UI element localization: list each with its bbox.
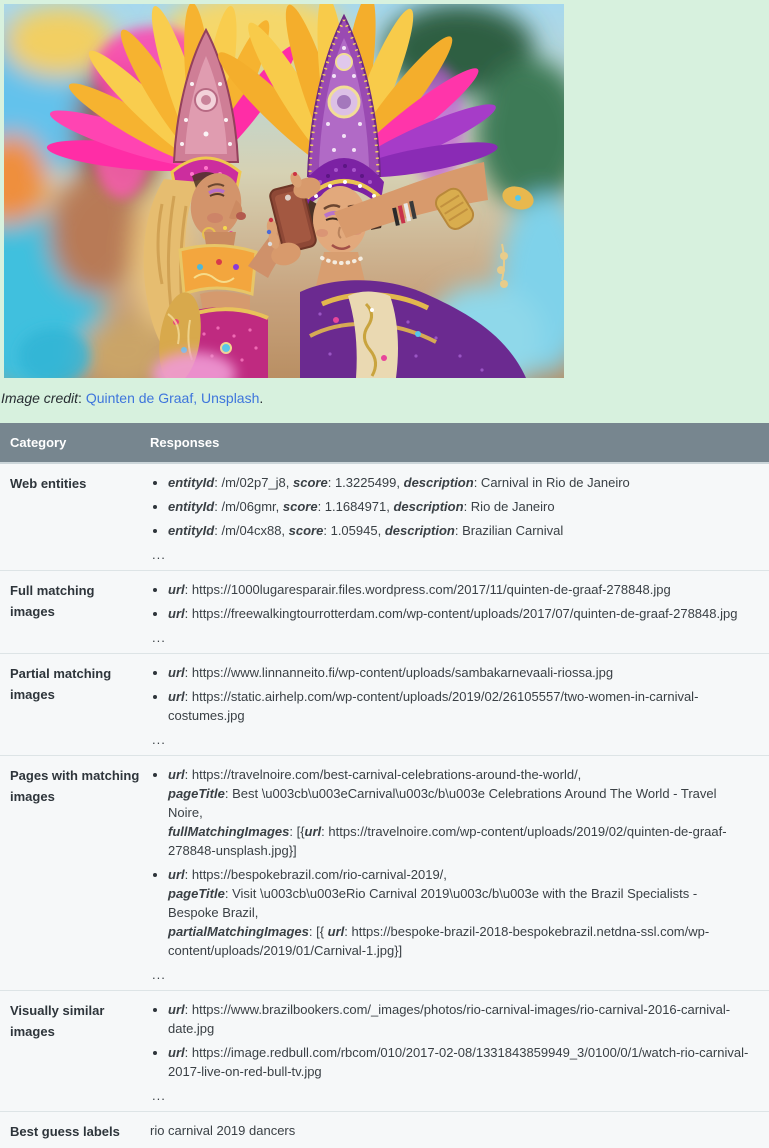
responses-column-header: Responses	[150, 423, 769, 463]
field-value: : https://static.airhelp.com/wp-content/uploads/2019/02/26105557/two-women-in-carnival-costumes.jpg	[168, 689, 698, 723]
field-value: : https://www.brazilbookers.com/_images/photos/rio-carnival-images/rio-carnival-2016-carnival-date.jpg	[168, 1002, 730, 1036]
field-key: url	[328, 924, 345, 939]
hero-figure	[4, 4, 769, 378]
field-key: fullMatchingImages	[168, 824, 289, 839]
field-value: : 1.05945,	[323, 523, 384, 538]
response-list	[150, 765, 751, 960]
carnival-dancers-illustration	[4, 4, 564, 378]
field-key: entityId	[168, 475, 214, 490]
field-key: pageTitle	[168, 886, 225, 901]
response-list	[150, 663, 751, 725]
response-item	[168, 580, 751, 599]
field-key: url	[305, 824, 322, 839]
image-credit-link[interactable]: Quinten de Graaf, Unsplash	[86, 390, 260, 406]
field-value: : /m/02p7_j8,	[214, 475, 293, 490]
field-value: : https://1000lugaresparair.files.wordpress.com/2017/11/quinten-de-graaf-278848.jpg	[185, 582, 671, 597]
response-item	[168, 865, 751, 960]
field-value: : https://bespoke-brazil-2018-bespokebrazil.netdna-ssl.com/wp-content/uploads/2019/01/Carnival-1.jpg}]	[168, 924, 709, 958]
response-item	[168, 497, 751, 516]
field-key: entityId	[168, 499, 214, 514]
field-key: url	[168, 1045, 185, 1060]
table-row	[0, 654, 769, 756]
response-item	[168, 604, 751, 623]
field-value: : https://travelnoire.com/wp-content/uploads/2019/02/quinten-de-graaf-278848-unsplash.jpg}]	[168, 824, 727, 858]
field-key: score	[293, 475, 328, 490]
field-value: : /m/04cx88,	[214, 523, 288, 538]
field-value: : Rio de Janeiro	[464, 499, 555, 514]
response-list	[150, 1000, 751, 1081]
field-value: : Carnival in Rio de Janeiro	[474, 475, 630, 490]
field-key: url	[168, 606, 185, 621]
table-row	[0, 571, 769, 654]
responses-cell	[150, 571, 769, 654]
response-item	[168, 521, 751, 540]
response-item	[168, 687, 751, 725]
page	[0, 4, 769, 1148]
field-value: : [{	[289, 824, 304, 839]
ellipsis-more: ...	[152, 965, 751, 984]
table-row	[0, 756, 769, 991]
field-key: score	[283, 499, 318, 514]
field-value: : https://travelnoire.com/best-carnival-celebrations-around-the-world/,	[185, 767, 582, 782]
image-credit-label: Image credit	[1, 390, 78, 406]
field-key: url	[168, 867, 185, 882]
response-item	[168, 1043, 751, 1081]
response-list	[150, 473, 751, 540]
table-row	[0, 463, 769, 571]
field-key: url	[168, 689, 185, 704]
field-key: description	[393, 499, 463, 514]
response-item	[168, 1000, 751, 1038]
category-column-header: Category	[0, 423, 150, 463]
response-item	[168, 663, 751, 682]
image-credit-period: .	[259, 390, 263, 406]
field-key: pageTitle	[168, 786, 225, 801]
table-row	[0, 991, 769, 1112]
category-cell: Best guess labels	[0, 1112, 150, 1148]
category-cell: Partial matching images	[0, 654, 150, 756]
response-list	[150, 580, 751, 623]
field-key: description	[404, 475, 474, 490]
field-key: url	[168, 767, 185, 782]
field-key: url	[168, 582, 185, 597]
field-value: : Visit \u003cb\u003eRio Carnival 2019\u003c/b\u003e with the Brazil Specialists - Bespoke Brazil,	[168, 886, 697, 920]
responses-cell	[150, 463, 769, 571]
responses-cell	[150, 654, 769, 756]
field-value: : [{	[309, 924, 328, 939]
ellipsis-more: ...	[152, 545, 751, 564]
ellipsis-more: ...	[152, 1086, 751, 1105]
response-item	[168, 765, 751, 860]
responses-cell	[150, 991, 769, 1112]
field-value: : Brazilian Carnival	[455, 523, 563, 538]
field-value: : /m/06gmr,	[214, 499, 283, 514]
response-item	[168, 473, 751, 492]
field-value: : https://image.redbull.com/rbcom/010/2017-02-08/1331843859949_3/0100/0/1/watch-rio-carnival-2017-live-on-red-bull-tv.jpg	[168, 1045, 748, 1079]
field-value: : Best \u003cb\u003eCarnival\u003c/b\u003e Celebrations Around The World - Travel Noire,	[168, 786, 717, 820]
field-key: entityId	[168, 523, 214, 538]
field-key: partialMatchingImages	[168, 924, 309, 939]
field-value: : https://bespokebrazil.com/rio-carnival-2019/,	[185, 867, 447, 882]
ellipsis-more: ...	[152, 730, 751, 749]
field-key: score	[289, 523, 324, 538]
field-value: : https://freewalkingtourrotterdam.com/wp-content/uploads/2017/07/quinten-de-graaf-278848.jpg	[185, 606, 738, 621]
field-key: url	[168, 1002, 185, 1017]
field-key: url	[168, 665, 185, 680]
responses-cell	[150, 756, 769, 991]
field-value: : 1.1684971,	[318, 499, 394, 514]
field-value: : 1.3225499,	[328, 475, 404, 490]
field-key: description	[385, 523, 455, 538]
field-value: : https://www.linnanneito.fi/wp-content/uploads/sambakarnevaali-riossa.jpg	[185, 665, 614, 680]
category-cell: Web entities	[0, 463, 150, 571]
category-cell: Pages with matching images	[0, 756, 150, 991]
results-table	[0, 423, 769, 1148]
image-credit-colon: :	[78, 390, 86, 406]
category-cell: Visually similar images	[0, 991, 150, 1112]
table-row	[0, 1112, 769, 1148]
category-cell: Full matching images	[0, 571, 150, 654]
ellipsis-more: ...	[152, 628, 751, 647]
table-header-row	[0, 423, 769, 463]
responses-cell: rio carnival 2019 dancers	[150, 1112, 769, 1148]
hero-photo	[4, 4, 564, 378]
image-credit	[1, 390, 769, 406]
